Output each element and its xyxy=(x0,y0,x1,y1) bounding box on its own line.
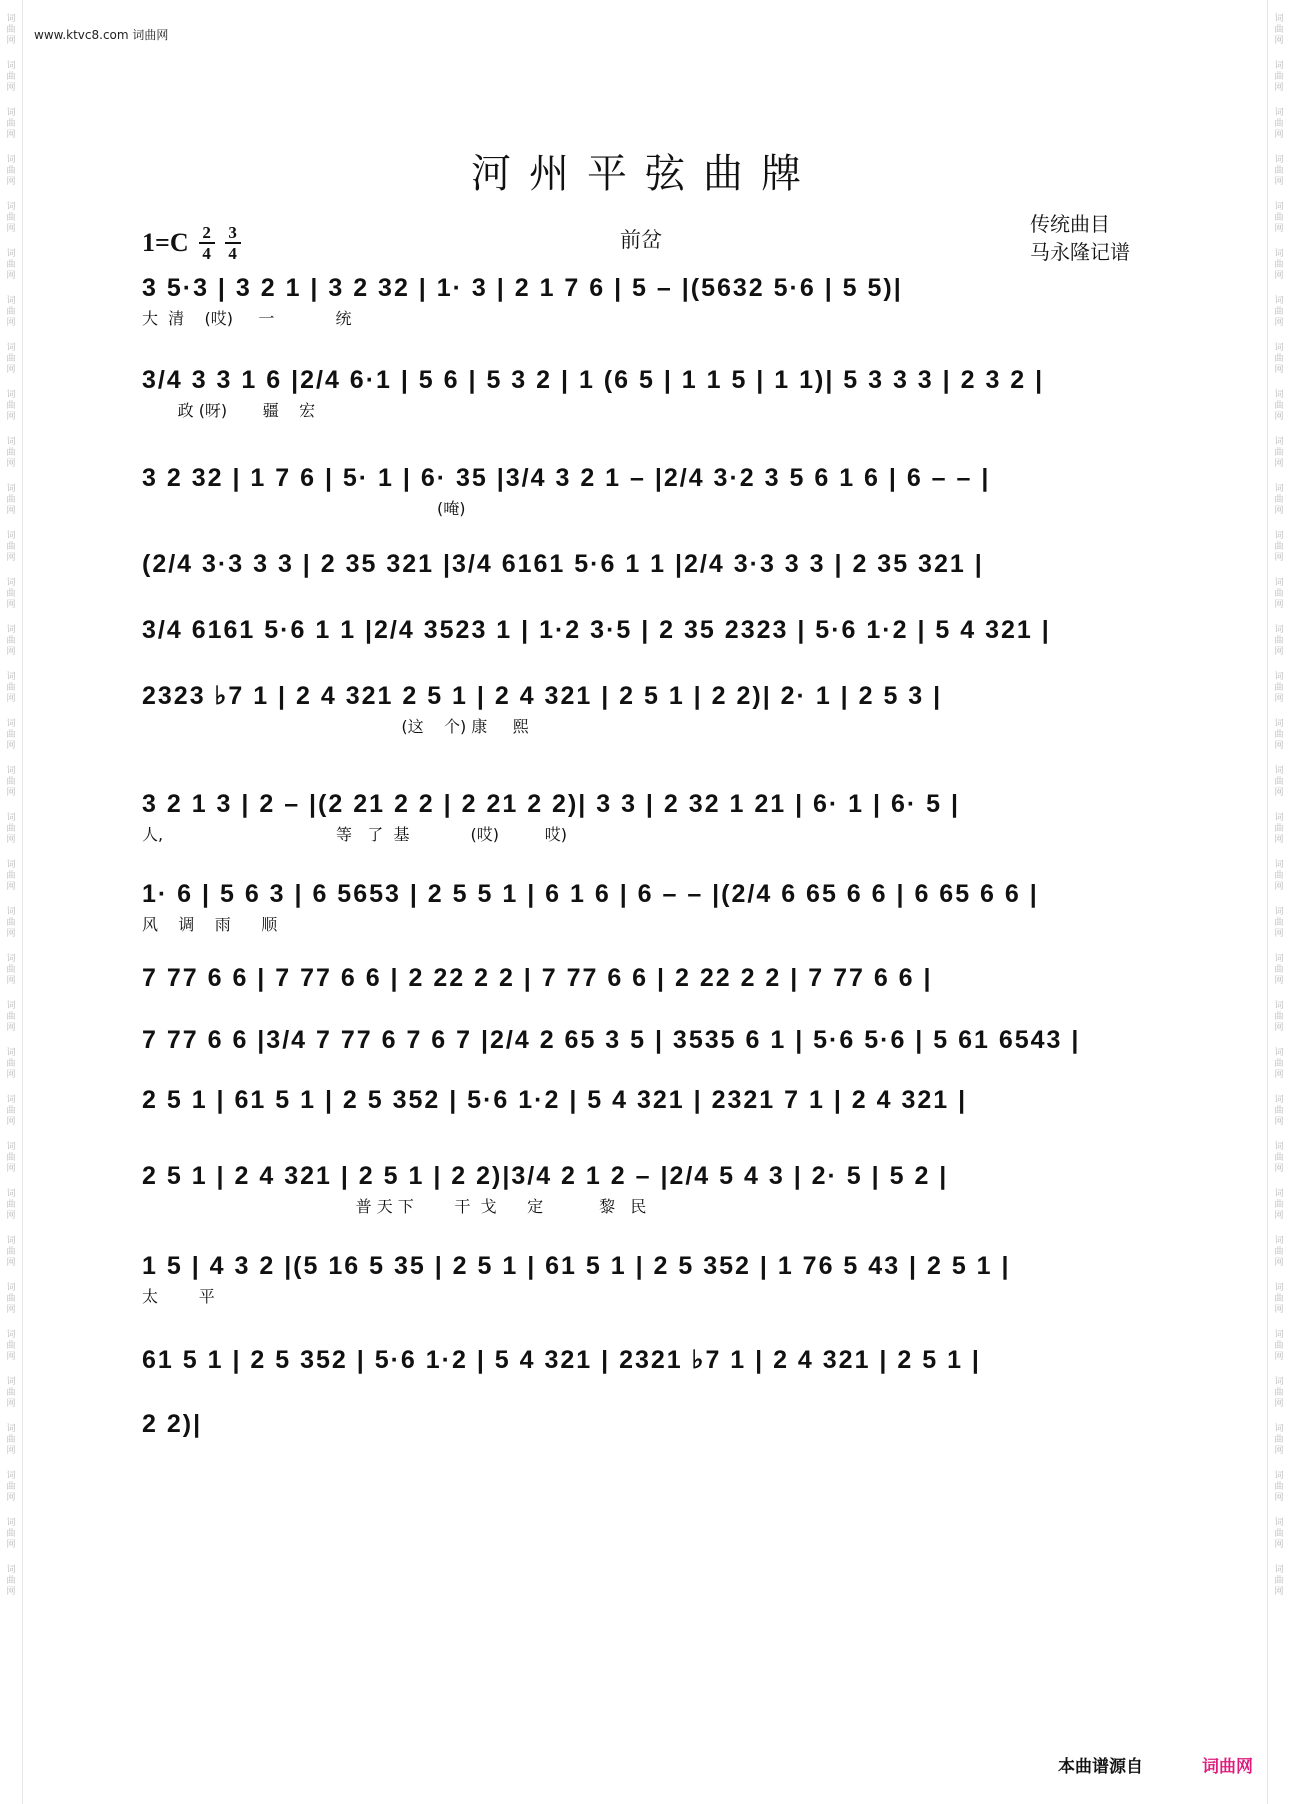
score-row xyxy=(142,360,1142,422)
watermark-text: 词曲网 xyxy=(6,390,16,422)
score-row xyxy=(142,1246,1142,1308)
notation-line: 3/4 3 3 1 6 |2/4 6·1 | 5 6 | 5 3 2 | 1 (6 5 | 1 1 5 | 1 1)| 5 3 3 3 | 2 3 2 | xyxy=(142,366,1045,394)
watermark-text: 词曲网 xyxy=(1274,1048,1284,1080)
watermark-text: 词曲网 xyxy=(1274,954,1284,986)
watermark-text: 词曲网 xyxy=(1274,296,1284,328)
watermark-text: 词曲网 xyxy=(6,155,16,187)
site-label[interactable]: www.ktvc8.com 词曲网 xyxy=(34,28,169,42)
lyrics-line: 普 天 下 干 戈 定 黎 民 xyxy=(142,1197,647,1216)
page-title: 河州平弦曲牌 xyxy=(471,151,819,197)
watermark-text: 词曲网 xyxy=(1274,484,1284,516)
left-watermark-strip xyxy=(0,0,23,1804)
watermark-text: 词曲网 xyxy=(1274,343,1284,375)
watermark-text: 词曲网 xyxy=(1274,1189,1284,1221)
watermark-text: 词曲网 xyxy=(1274,61,1284,93)
watermark-text: 词曲网 xyxy=(1274,155,1284,187)
time-signature-3-4: $\frac{3}{4}$ xyxy=(225,224,241,262)
watermark-text: 词曲网 xyxy=(6,672,16,704)
watermark-text: 词曲网 xyxy=(6,813,16,845)
watermark-text: 词曲网 xyxy=(6,202,16,234)
source-label: 传统曲目 xyxy=(1030,212,1110,236)
watermark-text: 词曲网 xyxy=(6,719,16,751)
watermark-text: 词曲网 xyxy=(6,1283,16,1315)
notation-line: (2/4 3·3 3 3 | 2 35 321 |3/4 6161 5·6 1 1 |2/4 3·3 3 3 | 2 35 321 | xyxy=(142,550,984,578)
watermark-text: 词曲网 xyxy=(1274,437,1284,469)
lyrics-line xyxy=(142,1060,1142,1082)
notation-line: 3/4 6161 5·6 1 1 |2/4 3523 1 | 1·2 3·5 | 2 35 2323 | 5·6 1·2 | 5 4 321 | xyxy=(142,616,1051,644)
score-row xyxy=(142,1340,1142,1402)
watermark-text: 词曲网 xyxy=(1274,907,1284,939)
watermark-text: 词曲网 xyxy=(6,1518,16,1550)
notation-line: 2323 ♭7 1 | 2 4 321 2 5 1 | 2 4 321 | 2 5 1 | 2 2)| 2· 1 | 2 5 3 | xyxy=(142,682,943,710)
watermark-text: 词曲网 xyxy=(6,343,16,375)
watermark-text: 词曲网 xyxy=(1274,108,1284,140)
watermark-text: 词曲网 xyxy=(1274,14,1284,46)
lyrics-line: 政 (呀) 疆 宏 xyxy=(142,401,316,420)
watermark-text: 词曲网 xyxy=(6,531,16,563)
watermark-text: 词曲网 xyxy=(1274,1236,1284,1268)
notation-line: 3 2 32 | 1 7 6 | 5· 1 | 6· 35 |3/4 3 2 1 – |2/4 3·2 3 5 6 1 6 | 6 – – | xyxy=(142,464,991,492)
score-row xyxy=(142,784,1142,846)
lyrics-line: (唵) xyxy=(142,499,466,518)
notation-line: 2 5 1 | 2 4 321 | 2 5 1 | 2 2)|3/4 2 1 2 – |2/4 5 4 3 | 2· 5 | 5 2 | xyxy=(142,1162,949,1190)
watermark-text: 词曲网 xyxy=(6,1424,16,1456)
lyrics-line xyxy=(142,650,1142,672)
score-row xyxy=(142,544,1142,606)
watermark-text: 词曲网 xyxy=(1274,1095,1284,1127)
watermark-text: 词曲网 xyxy=(6,249,16,281)
watermark-text: 词曲网 xyxy=(6,108,16,140)
score-row xyxy=(142,1404,1142,1466)
right-watermark-strip xyxy=(1267,0,1290,1804)
watermark-text: 词曲网 xyxy=(1274,1424,1284,1456)
key-signature xyxy=(142,224,241,262)
watermark-text: 词曲网 xyxy=(1274,672,1284,704)
lyrics-line xyxy=(142,1380,1142,1402)
notation-line: 3 5·3 | 3 2 1 | 3 2 32 | 1· 3 | 2 1 7 6 | 5 – |(5632 5·6 | 5 5)| xyxy=(142,274,903,302)
watermark-text: 词曲网 xyxy=(6,578,16,610)
watermark-text: 词曲网 xyxy=(1274,1283,1284,1315)
notation-line: 1· 6 | 5 6 3 | 6 5653 | 2 5 5 1 | 6 1 6 | 6 – – |(2/4 6 65 6 6 | 6 65 6 6 | xyxy=(142,880,1039,908)
notation-line: 61 5 1 | 2 5 352 | 5·6 1·2 | 5 4 321 | 2321 ♭7 1 | 2 4 321 | 2 5 1 | xyxy=(142,1346,981,1374)
lyrics-line: 风 调 雨 顺 xyxy=(142,915,278,934)
watermark-text: 词曲网 xyxy=(6,1471,16,1503)
score-row xyxy=(142,1080,1142,1142)
notation-line: 1 5 | 4 3 2 |(5 16 5 35 | 2 5 1 | 61 5 1 | 2 5 352 | 1 76 5 43 | 2 5 1 | xyxy=(142,1252,1011,1280)
lyrics-line: 太 平 xyxy=(142,1287,215,1306)
watermark-text: 词曲网 xyxy=(6,1236,16,1268)
lyrics-line: 大 清 (哎) 一 统 xyxy=(142,309,352,328)
watermark-text: 词曲网 xyxy=(6,1189,16,1221)
watermark-text: 词曲网 xyxy=(6,437,16,469)
watermark-text: 词曲网 xyxy=(1274,249,1284,281)
watermark-text: 词曲网 xyxy=(1274,625,1284,657)
key-label: 1=C xyxy=(142,228,189,257)
watermark-text: 词曲网 xyxy=(6,484,16,516)
watermark-text: 词曲网 xyxy=(1274,1471,1284,1503)
score-row xyxy=(142,958,1142,1020)
watermark-text: 词曲网 xyxy=(6,1048,16,1080)
lyrics-line xyxy=(142,998,1142,1020)
score-row xyxy=(142,268,1142,330)
notation-line: 2 2)| xyxy=(142,1410,203,1438)
watermark-text: 词曲网 xyxy=(1274,1565,1284,1597)
watermark-text: 词曲网 xyxy=(6,296,16,328)
score-row xyxy=(142,1156,1142,1218)
watermark-text: 词曲网 xyxy=(1274,813,1284,845)
notation-line: 7 77 6 6 |3/4 7 77 6 7 6 7 |2/4 2 65 3 5 | 3535 6 1 | 5·6 5·6 | 5 61 6543 | xyxy=(142,1026,1081,1054)
time-signature-2-4: $\frac{2}{4}$ xyxy=(199,224,215,262)
watermark-text: 词曲网 xyxy=(6,860,16,892)
section-label: 前岔 xyxy=(620,228,662,252)
watermark-text: 词曲网 xyxy=(1274,578,1284,610)
footer-brand-link[interactable]: 词曲网 xyxy=(1202,1757,1253,1777)
watermark-text: 词曲网 xyxy=(6,1377,16,1409)
lyrics-line: (这 个) 康 熙 xyxy=(142,717,529,736)
notation-line: 7 77 6 6 | 7 77 6 6 | 2 22 2 2 | 7 77 6 6 | 2 22 2 2 | 7 77 6 6 | xyxy=(142,964,933,992)
notation-line: 3 2 1 3 | 2 – |(2 21 2 2 | 2 21 2 2)| 3 3 | 2 32 1 21 | 6· 1 | 6· 5 | xyxy=(142,790,960,818)
watermark-text: 词曲网 xyxy=(6,14,16,46)
watermark-text: 词曲网 xyxy=(6,1330,16,1362)
watermark-text: 词曲网 xyxy=(6,907,16,939)
credit-block xyxy=(1030,210,1130,266)
notation-line: 2 5 1 | 61 5 1 | 2 5 352 | 5·6 1·2 | 5 4 321 | 2321 7 1 | 2 4 321 | xyxy=(142,1086,968,1114)
watermark-text: 词曲网 xyxy=(1274,202,1284,234)
footer-text: 本曲谱源自 xyxy=(1058,1757,1143,1777)
watermark-text: 词曲网 xyxy=(6,766,16,798)
lyrics-line xyxy=(142,584,1142,606)
watermark-text: 词曲网 xyxy=(6,1095,16,1127)
watermark-text: 词曲网 xyxy=(1274,390,1284,422)
watermark-text: 词曲网 xyxy=(1274,1142,1284,1174)
watermark-text: 词曲网 xyxy=(1274,531,1284,563)
lyrics-line xyxy=(142,1120,1142,1142)
watermark-text: 词曲网 xyxy=(1274,1377,1284,1409)
watermark-text: 词曲网 xyxy=(1274,1001,1284,1033)
score-row xyxy=(142,610,1142,672)
lyrics-line xyxy=(142,1444,1142,1466)
score-row xyxy=(142,676,1142,738)
watermark-text: 词曲网 xyxy=(1274,1518,1284,1550)
lyrics-line: 人, 等 了 基 (哎) 哎) xyxy=(142,825,567,844)
watermark-text: 词曲网 xyxy=(6,1001,16,1033)
watermark-text: 词曲网 xyxy=(6,954,16,986)
watermark-text: 词曲网 xyxy=(1274,766,1284,798)
transcriber-label: 马永隆记谱 xyxy=(1030,240,1130,264)
score-row xyxy=(142,458,1142,520)
watermark-text: 词曲网 xyxy=(1274,1330,1284,1362)
watermark-text: 词曲网 xyxy=(1274,860,1284,892)
watermark-text: 词曲网 xyxy=(6,625,16,657)
watermark-text: 词曲网 xyxy=(6,1142,16,1174)
score-row xyxy=(142,874,1142,936)
watermark-text: 词曲网 xyxy=(6,1565,16,1597)
watermark-text: 词曲网 xyxy=(1274,719,1284,751)
watermark-text: 词曲网 xyxy=(6,61,16,93)
score-row xyxy=(142,1020,1142,1082)
